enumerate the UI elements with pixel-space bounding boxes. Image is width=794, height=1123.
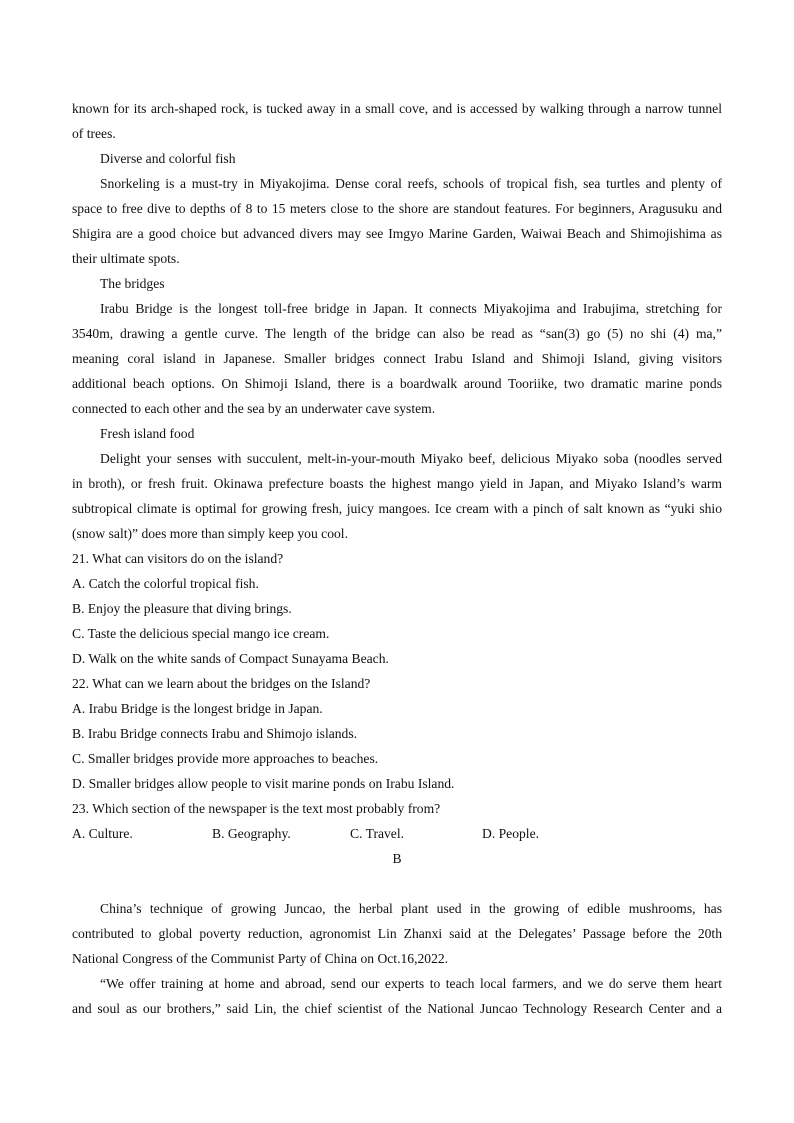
paragraph-line: space to free dive to depths of 8 to 15 meters close to the shore are standout features. For beginners, Aragusuku and (72, 201, 722, 216)
paragraph-line: Shigira are a good choice but advanced divers may see Imgyo Marine Garden, Waiwai Beach and Shimojishima as (72, 226, 722, 241)
paragraph-line: “We offer training at home and abroad, send our experts to teach local farmers, and we do serve them heart (100, 976, 722, 991)
question-stem: 23. Which section of the newspaper is the text most probably from? (72, 801, 441, 816)
passage-b-label: B (392, 851, 402, 866)
passage-a-intro-line: known for its arch-shaped rock, is tucked away in a small cove, and is accessed by walking through a narrow tunnel (72, 101, 722, 116)
answer-option: B. Geography. (212, 826, 291, 841)
section-heading-bridges: The bridges (100, 276, 165, 291)
paragraph-line: contributed to global poverty reduction, agronomist Lin Zhanxi said at the Delegates’ Passage before the 20th (72, 926, 722, 941)
paragraph-line: National Congress of the Communist Party of China on Oct.16,2022. (72, 951, 449, 966)
paragraph-line: subtropical climate is optimal for growing fresh, juicy mangoes. Ice cream with a pinch of salt known as “yuki shio (72, 501, 722, 516)
paragraph-line: their ultimate spots. (72, 251, 180, 266)
answer-option: B. Enjoy the pleasure that diving brings. (72, 601, 292, 616)
paragraph-line: connected to each other and the sea by an underwater cave system. (72, 401, 436, 416)
blank-spacer (72, 871, 722, 896)
passage-a-intro-line: of trees. (72, 126, 116, 141)
answer-option: A. Catch the colorful tropical fish. (72, 576, 259, 591)
answer-option: A. Culture. (72, 826, 133, 841)
section-heading-fish: Diverse and colorful fish (100, 151, 236, 166)
paragraph-line: 3540m, drawing a gentle curve. The length of the bridge can also be read as “san(3) go (5) no shi (4) ma,” (72, 326, 722, 341)
paragraph-line: meaning coral island in Japanese. Smaller bridges connect Irabu Island and Shimoji Island, giving visitors (72, 351, 722, 366)
paragraph-line: and soul as our brothers,” said Lin, the chief scientist of the National Juncao Technology Research Center and a (72, 1001, 722, 1016)
answer-option: A. Irabu Bridge is the longest bridge in Japan. (72, 701, 323, 716)
paragraph-line: Snorkeling is a must-try in Miyakojima. Dense coral reefs, schools of tropical fish, sea turtles and plenty of (100, 176, 722, 191)
answer-option: B. Irabu Bridge connects Irabu and Shimojo islands. (72, 726, 358, 741)
answer-options-row (72, 821, 722, 846)
answer-option: C. Travel. (350, 826, 405, 841)
answer-option: D. Walk on the white sands of Compact Sunayama Beach. (72, 651, 389, 666)
paragraph-line: additional beach options. On Shimoji Island, there is a boardwalk around Tooriike, two dramatic marine ponds (72, 376, 722, 391)
document-page (72, 96, 722, 1021)
question-stem: 21. What can visitors do on the island? (72, 551, 284, 566)
answer-option: D. People. (482, 826, 540, 841)
answer-option: C. Smaller bridges provide more approaches to beaches. (72, 751, 379, 766)
question-stem: 22. What can we learn about the bridges on the Island? (72, 676, 371, 691)
paragraph-line: China’s technique of growing Juncao, the herbal plant used in the growing of edible mushrooms, has (100, 901, 722, 916)
answer-option: C. Taste the delicious special mango ice cream. (72, 626, 330, 641)
answer-option: D. Smaller bridges allow people to visit marine ponds on Irabu Island. (72, 776, 455, 791)
paragraph-line: Delight your senses with succulent, melt-in-your-mouth Miyako beef, delicious Miyako soba (noodles served (100, 451, 722, 466)
paragraph-line: (snow salt)” does more than simply keep you cool. (72, 526, 348, 541)
paragraph-line: in broth), or fresh fruit. Okinawa prefecture boasts the highest mango yield in Japan, and Miyako Island’s warm (72, 476, 722, 491)
paragraph-line: Irabu Bridge is the longest toll-free bridge in Japan. It connects Miyakojima and Irabujima, stretching for (100, 301, 722, 316)
section-heading-food: Fresh island food (100, 426, 195, 441)
